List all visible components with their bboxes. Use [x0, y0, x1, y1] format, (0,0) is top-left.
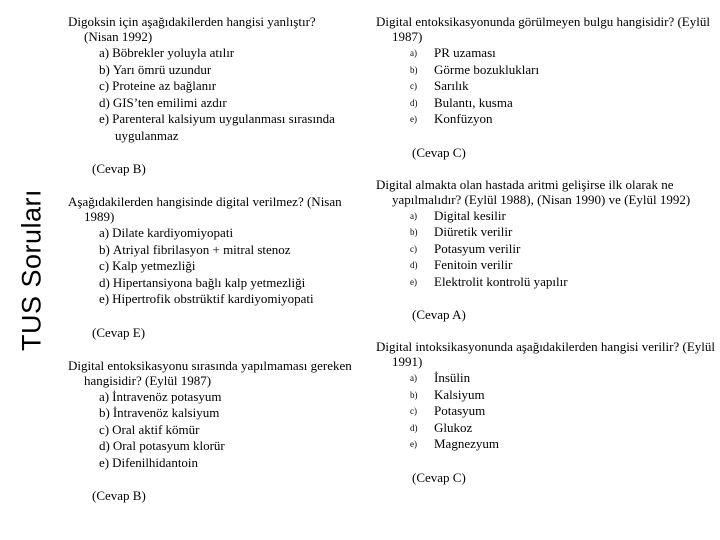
- options-list: [376, 45, 716, 128]
- option-text: Elektrolit kontrolü yapılır: [434, 273, 568, 289]
- option-item: [376, 241, 716, 258]
- option-text: Oral aktif kömür: [112, 421, 200, 437]
- option-key: e): [410, 114, 417, 124]
- option-text: PR uzaması: [434, 45, 496, 60]
- option-text: Bulantı, kusma: [434, 94, 513, 110]
- option-key: b): [99, 405, 110, 420]
- options-list: [376, 208, 716, 291]
- question-block: [376, 14, 716, 160]
- option-key: e): [99, 454, 110, 470]
- option-key: e): [99, 291, 110, 306]
- question-block: [68, 358, 353, 504]
- question-block: [376, 177, 716, 323]
- answer-text: (Cevap E): [92, 324, 146, 340]
- option-item: [68, 455, 353, 472]
- option-text: Konfüzyon: [434, 111, 493, 126]
- question-block: [68, 194, 353, 340]
- option-item: [376, 257, 716, 274]
- option-key: a): [410, 48, 417, 58]
- option-key: d): [99, 94, 110, 110]
- answer-text: (Cevap A): [412, 307, 466, 322]
- option-item: [68, 78, 353, 95]
- question-block: [376, 339, 716, 485]
- option-text: Görme bozuklukları: [434, 61, 540, 77]
- option-key: b): [99, 241, 110, 257]
- answer-text: (Cevap B): [92, 161, 146, 176]
- option-item: [68, 225, 353, 242]
- option-key: d): [410, 260, 418, 270]
- option-text: Hipertansiyona bağlı kalp yetmezliği: [112, 274, 306, 290]
- question-text: Digoksin için aşağıdakilerden hangisi yanlıştır? (Nisan 1992): [68, 14, 316, 44]
- option-key: c): [410, 406, 417, 416]
- answer-text: (Cevap B): [92, 488, 146, 503]
- option-text: GIS’ten emilimi azdır: [112, 94, 227, 110]
- options-list: [68, 45, 353, 144]
- option-text: Atriyal fibrilasyon + mitral stenoz: [112, 241, 291, 257]
- option-text: Böbrekler yoluyla atılır: [112, 45, 235, 60]
- option-key: d): [410, 97, 418, 108]
- option-key: c): [99, 258, 110, 273]
- option-text: Potasyum: [434, 403, 486, 418]
- option-item: [68, 291, 353, 308]
- option-item: [68, 258, 353, 275]
- answer-text: (Cevap C): [412, 469, 466, 485]
- option-item: [68, 62, 353, 79]
- option-text: İntravenöz potasyum: [112, 388, 222, 404]
- question-text: Digital intoksikasyonunda aşağıdakilerden hangisi verilir? (Eylül 1991): [376, 339, 716, 369]
- option-key: a): [99, 45, 110, 60]
- option-key: d): [410, 422, 418, 433]
- option-item: [376, 62, 716, 79]
- option-item: [376, 208, 716, 225]
- right-column: [376, 14, 716, 485]
- option-item: [376, 111, 716, 128]
- option-item: [68, 438, 353, 455]
- option-key: b): [410, 227, 418, 237]
- question-text: Digital almakta olan hastada aritmi gelişirse ilk olarak ne yapılmalıdır? (Eylül 1988), (Nisan 1990) ve (Eylül 1992): [376, 176, 691, 207]
- option-text: Glukoz: [434, 419, 473, 435]
- option-text: İntravenöz kalsiyum: [112, 405, 220, 420]
- option-text: Parenteral kalsiyum uygulanması sırasında uygulanmaz: [112, 111, 335, 143]
- option-item: [68, 95, 353, 112]
- option-item: [376, 403, 716, 420]
- option-item: [376, 420, 716, 437]
- option-item: [68, 405, 353, 422]
- option-text: Sarılık: [434, 78, 469, 93]
- option-key: c): [99, 421, 110, 437]
- option-text: Digital kesilir: [434, 207, 506, 223]
- answer-text: (Cevap C): [412, 144, 466, 160]
- option-key: c): [99, 78, 110, 93]
- option-key: a): [410, 373, 417, 383]
- option-item: [376, 387, 716, 404]
- option-item: [68, 389, 353, 406]
- option-key: b): [410, 64, 418, 75]
- option-item: [68, 422, 353, 439]
- option-key: b): [99, 61, 110, 77]
- option-text: İnsülin: [434, 370, 471, 385]
- option-text: Fenitoin verilir: [434, 257, 513, 272]
- option-item: [376, 436, 716, 453]
- option-item: [376, 370, 716, 387]
- option-item: [68, 275, 353, 292]
- question-text: Digital entoksikasyonunda görülmeyen bulgu hangisidir? (Eylül 1987): [376, 14, 710, 44]
- option-key: c): [410, 243, 417, 254]
- left-column: [68, 14, 353, 503]
- option-text: Oral potasyum klorür: [112, 438, 225, 453]
- options-list: [68, 389, 353, 472]
- option-key: e): [99, 111, 110, 126]
- option-item: [68, 242, 353, 259]
- option-item: [68, 111, 353, 144]
- question-text: Digital entoksikasyonu sırasında yapılmaması gereken hangisidir? (Eylül 1987): [68, 357, 352, 388]
- option-item: [376, 224, 716, 241]
- option-key: b): [410, 389, 418, 400]
- option-text: Proteine az bağlanır: [112, 78, 217, 93]
- option-key: a): [410, 210, 417, 221]
- option-key: e): [410, 439, 417, 449]
- option-item: [376, 95, 716, 112]
- options-list: [376, 370, 716, 453]
- option-item: [376, 78, 716, 95]
- option-text: Difenilhidantoin: [112, 454, 199, 470]
- option-key: d): [99, 438, 110, 453]
- options-list: [68, 225, 353, 308]
- option-text: Kalsiyum: [434, 386, 485, 402]
- question-block: [68, 14, 353, 176]
- question-text: Aşağıdakilerden hangisinde digital verilmez? (Nisan 1989): [68, 194, 342, 224]
- option-key: d): [99, 274, 110, 290]
- option-key: e): [410, 276, 417, 287]
- option-text: Hipertrofik obstrüktif kardiyomiyopati: [112, 291, 314, 306]
- option-text: Yarı ömrü uzundur: [112, 61, 212, 77]
- option-text: Dilate kardiyomiyopati: [112, 225, 234, 240]
- option-item: [68, 45, 353, 62]
- side-title: TUS Soruları: [16, 188, 47, 352]
- option-key: c): [410, 81, 417, 91]
- option-text: Magnezyum: [434, 436, 499, 451]
- option-key: a): [99, 225, 110, 240]
- option-item: [376, 45, 716, 62]
- option-item: [376, 274, 716, 291]
- option-text: Kalp yetmezliği: [112, 258, 196, 273]
- option-key: a): [99, 388, 110, 404]
- option-text: Potasyum verilir: [434, 240, 521, 256]
- option-text: Diüretik verilir: [434, 224, 513, 239]
